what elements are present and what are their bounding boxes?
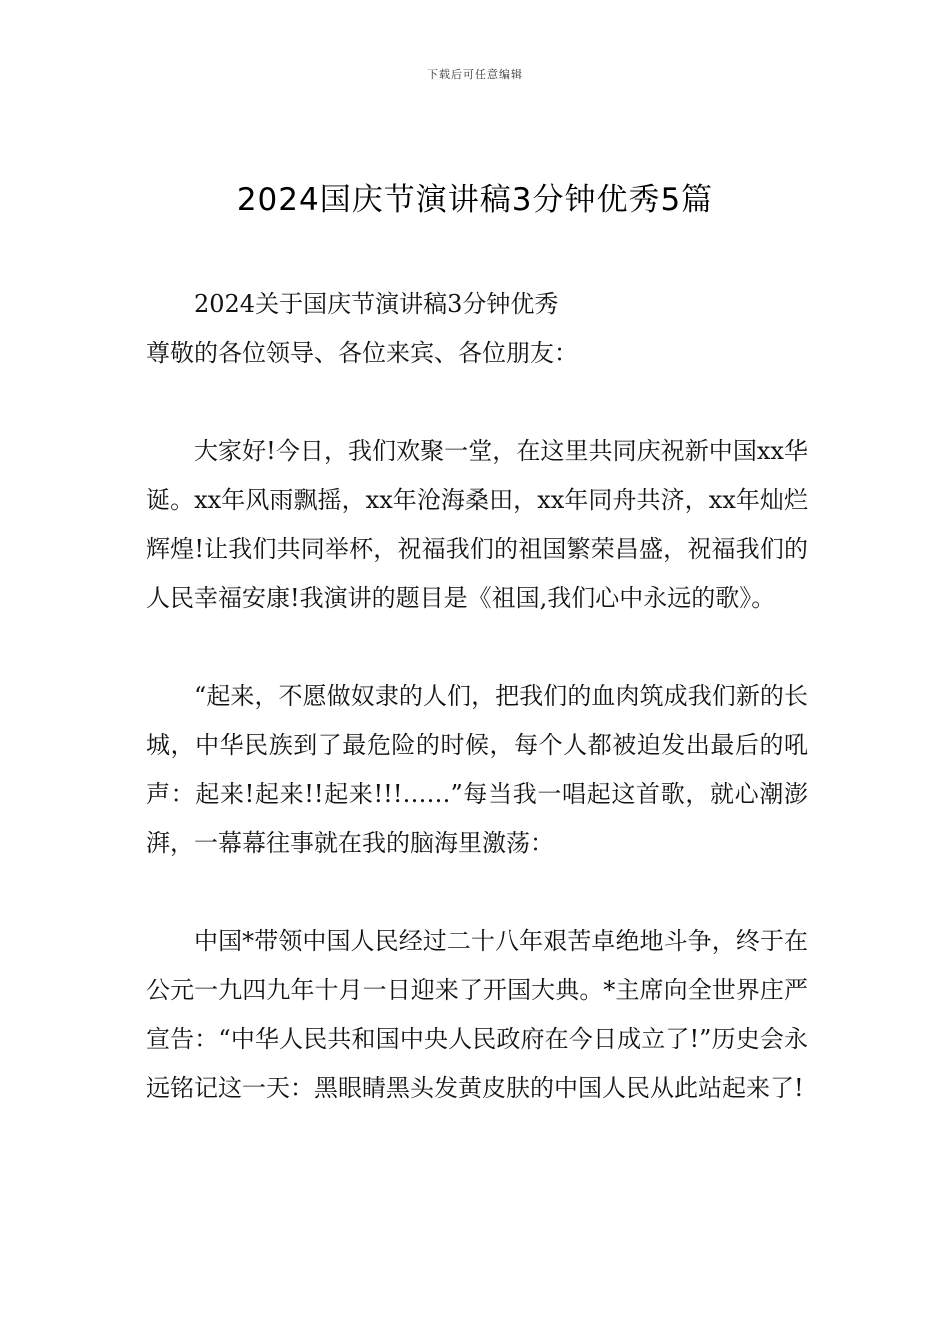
document-body bbox=[146, 280, 808, 1113]
paragraph-1: 大家好!今日，我们欢聚一堂，在这里共同庆祝新中国xx华诞。xx年风雨飘摇，xx年沧海桑田，xx年同舟共济，xx年灿烂辉煌!让我们共同举杯，祝福我们的祖国繁荣昌盛，祝福我们的人民幸福安康!我演讲的题目是《祖国,我们心中永远的歌》。 bbox=[146, 437, 808, 612]
document-title: 2024国庆节演讲稿3分钟优秀5篇 bbox=[236, 182, 714, 218]
subtitle: 2024关于国庆节演讲稿3分钟优秀 bbox=[194, 290, 559, 318]
paragraph-2: “起来，不愿做奴隶的人们，把我们的血肉筑成我们新的长城，中华民族到了最危险的时候，每个人都被迫发出最后的吼声：起来!起来!!起来!!!……”每当我一唱起这首歌，就心潮澎湃，一幕幕往事就在我的脑海里激荡： bbox=[146, 682, 808, 857]
paragraph-3: 中国*带领中国人民经过二十八年艰苦卓绝地斗争，终于在公元一九四九年十月一日迎来了开国大典。*主席向全世界庄严宣告：“中华人民共和国中央人民政府在今日成立了!”历史会永远铭记这一天：黑眼睛黑头发黄皮肤的中国人民从此站起来了! bbox=[146, 927, 808, 1102]
header-note: 下载后可任意编辑 bbox=[427, 68, 523, 81]
salutation: 尊敬的各位领导、各位来宾、各位朋友： bbox=[146, 339, 578, 367]
